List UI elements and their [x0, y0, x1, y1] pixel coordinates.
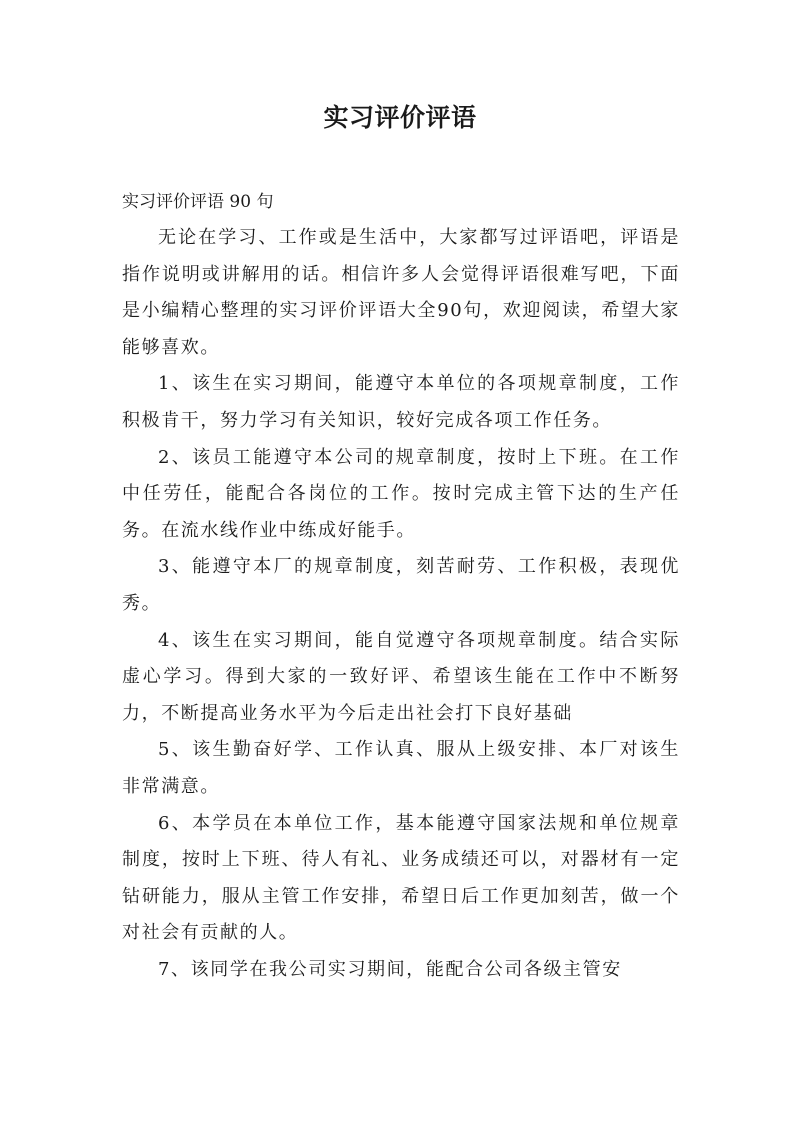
document-subtitle: 实习评价评语 90 句 — [122, 192, 274, 212]
document-body — [122, 184, 680, 988]
comment-paragraph-6: 6、本学员在本单位工作，基本能遵守国家法规和单位规章制度，按时上下班、待人有礼、业务成绩还可以，对器材有一定钻研能力，服从主管工作安排，希望日后工作更加刻苦，做一个对社会有贡献的人。 — [122, 812, 680, 944]
comment-paragraph-7: 7、该同学在我公司实习期间，能配合公司各级主管安 — [158, 958, 622, 980]
comment-paragraph-5: 5、该生勤奋好学、工作认真、服从上级安排、本厂对该生非常满意。 — [122, 739, 680, 797]
comment-paragraph-4: 4、该生在实习期间，能自觉遵守各项规章制度。结合实际虚心学习。得到大家的一致好评、希望该生能在工作中不断努力，不断提高业务水平为今后走出社会打下良好基础 — [122, 629, 680, 724]
intro-paragraph: 无论在学习、工作或是生活中，大家都写过评语吧，评语是指作说明或讲解用的话。相信许多人会觉得评语很难写吧，下面是小编精心整理的实习评价评语大全90句，欢迎阅读，希望大家能够喜欢。 — [122, 227, 680, 358]
comment-paragraph-3: 3、能遵守本厂的规章制度，刻苦耐劳、工作积极，表现优秀。 — [122, 556, 680, 614]
document-title: 实习评价评语 — [323, 103, 477, 132]
comment-paragraph-1: 1、该生在实习期间，能遵守本单位的各项规章制度，工作积极肯干，努力学习有关知识，较好完成各项工作任务。 — [122, 373, 680, 431]
comment-paragraph-2: 2、该员工能遵守本公司的规章制度，按时上下班。在工作中任劳任，能配合各岗位的工作。按时完成主管下达的生产任务。在流水线作业中练成好能手。 — [122, 446, 680, 541]
